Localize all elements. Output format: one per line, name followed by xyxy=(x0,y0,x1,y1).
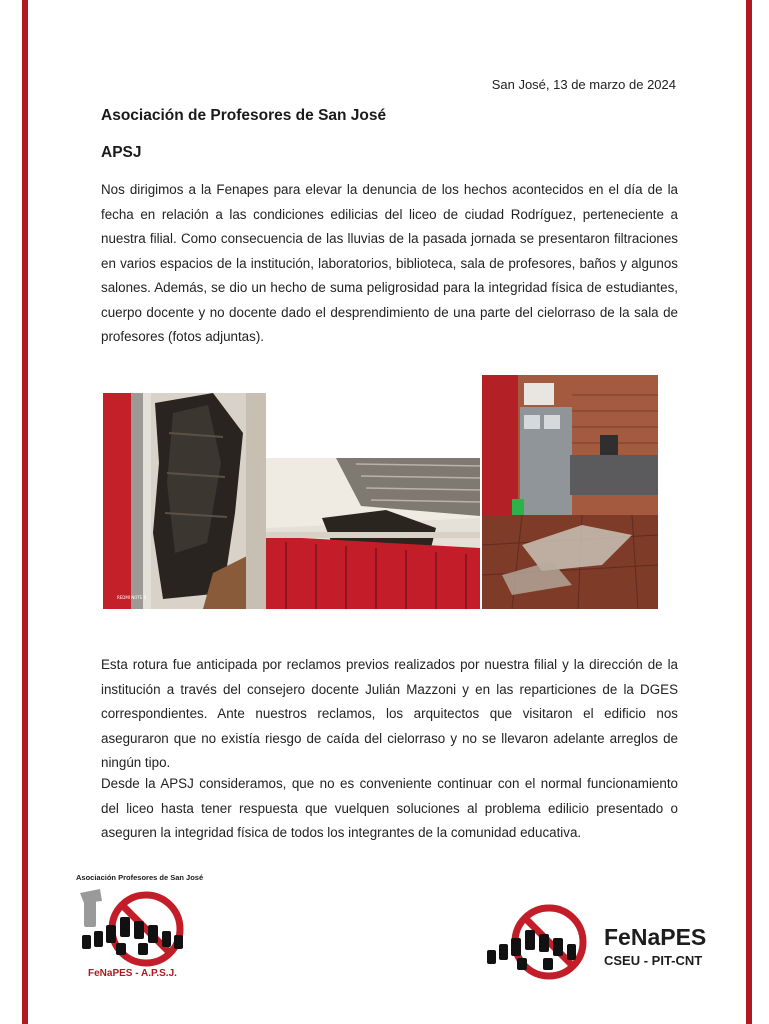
apsj-emblem-icon xyxy=(76,885,236,967)
apsj-logo-caption: FeNaPES - A.P.S.J. xyxy=(88,968,177,979)
paragraph-denuncia: Nos dirigimos a la Fenapes para elevar la denuncia de los hechos acontecidos en el día de la fecha en relación a las condiciones edilicias del liceo de ciudad Rodríguez, perteneciente a nuestra filial. Como consecuencia de las lluvias de la pasada jornada se presentaron filtraciones en varios espacios de la institución, laboratorios, biblioteca, sala de profesores, baños y algunos salones. Además, se dio un hecho de suma peligrosidad para la integridad física de estudiantes, cuerpo docente y no docente dado el desprendimiento de una parte del cielorraso de la sala de profesores (fotos adjuntas). xyxy=(101,182,678,344)
fenapes-emblem-icon xyxy=(487,900,595,990)
fenapes-logo xyxy=(487,900,717,995)
paragraph-conclusion: Desde la APSJ consideramos, que no es conveniente continuar con el normal funcionamiento del liceo hasta tener respuesta que vuelquen soluciones al problema edilicio presentado o aseguren la integridad física de todos los integrantes de la comunidad educativa. xyxy=(101,776,678,840)
fenapes-logo-name: FeNaPES xyxy=(604,924,707,950)
org-name-heading: Asociación de Profesores de San José xyxy=(101,107,387,124)
fenapes-logo-subtitle: CSEU - PIT-CNT xyxy=(604,953,703,968)
right-red-border xyxy=(746,0,752,1024)
ceiling-hole-closeup-photo xyxy=(103,393,266,609)
svg-text:REDMI NOTE 8: REDMI NOTE 8 xyxy=(117,595,147,600)
apsj-logo xyxy=(76,873,236,985)
org-acronym-heading: APSJ xyxy=(101,144,142,161)
apsj-logo-title: Asociación Profesores de San José xyxy=(76,873,204,882)
ceiling-hole-wide-photo xyxy=(266,458,480,609)
date-line: San José, 13 de marzo de 2024 xyxy=(491,77,676,92)
paragraph-antecedentes: Esta rotura fue anticipada por reclamos previos realizados por nuestra filial y la dirección de la institución a través del consejero docente Julián Mazzoni y en las reparticiones de la DGES correspondientes. Ante nuestros reclamos, los arquitectos que visitaron el edificio nos aseguraron que no existía riesgo de caída del cielorraso y no se llevaron adelante arreglos de ningún tipo. xyxy=(101,657,678,770)
teachers-room-debris-photo xyxy=(482,375,658,609)
left-red-border xyxy=(22,0,28,1024)
